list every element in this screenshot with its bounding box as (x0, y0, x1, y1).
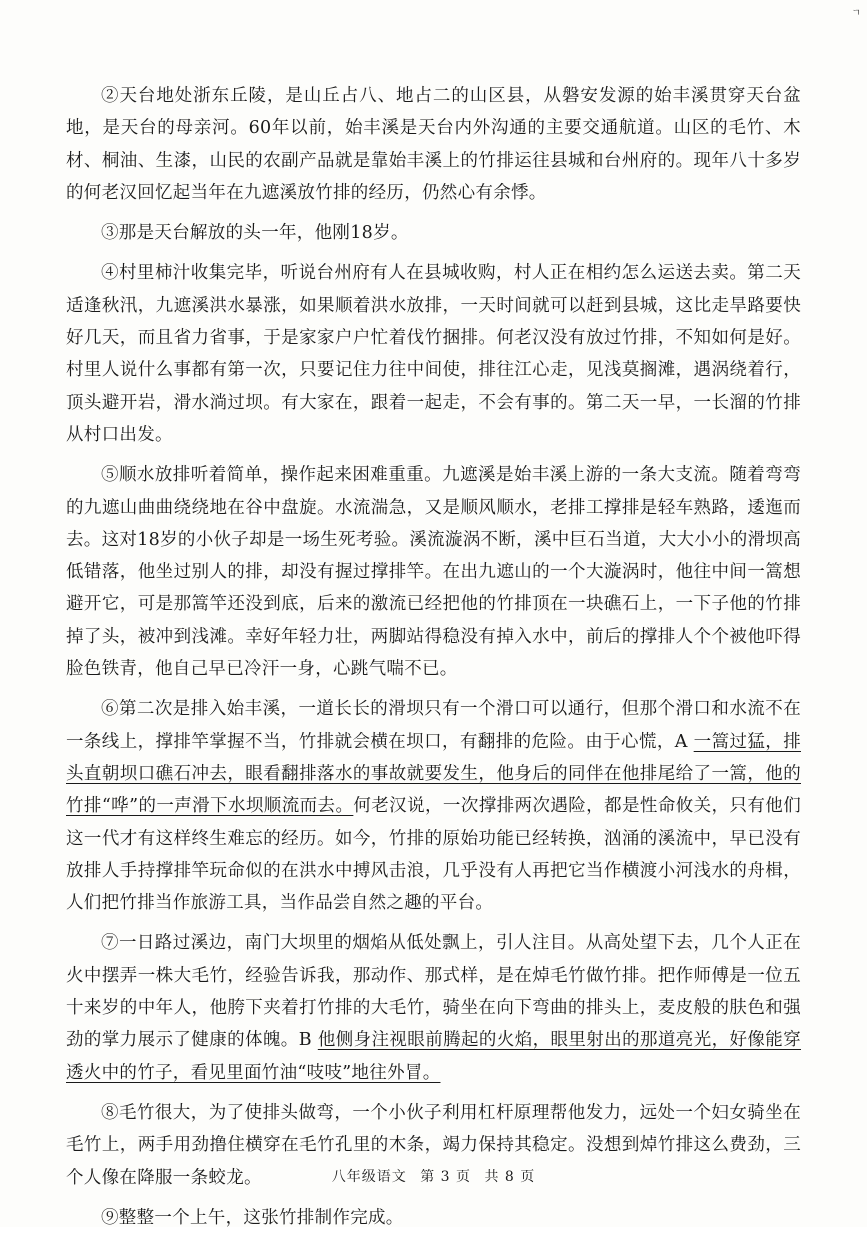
paragraph-4 (66, 257, 801, 451)
paragraph-8-text: ⑧毛竹很大，为了使排头做弯，一个小伙子利用杠杆原理帮他发力，远处一个妇女骑坐在毛竹上，两手用劲撸住横穿在毛竹孔里的木条，竭力保持其稳定。没想到焯竹排这么费劲，三个人像在降服一条蛟龙。 (66, 1102, 801, 1188)
paragraph-4-text: ④村里柿汁收集完毕，听说台州府有人在县城收购，村人正在相约怎么运送去卖。第二天适逢秋汛，九遮溪洪水暴涨，如果顺着洪水放排，一天时间就可以赶到县城，这比走旱路要快好几天，而且省力省事，于是家家户户忙着伐竹捆排。何老汉没有放过竹排，不知如何是好。村里人说什么事都有第一次，只要记住力往中间使，排往江心走，见浅莫搁滩，遇涡绕着行，顶头避开岩，滑水淌过坝。有大家在，跟着一起走，不会有事的。第二天一早，一长溜的竹排从村口出发。 (66, 263, 801, 445)
paragraph-2 (66, 80, 801, 209)
article-body (66, 80, 801, 1242)
paragraph-5 (66, 459, 801, 685)
paragraph-6-text-b: 何老汉说，一次撑排两次遇险，都是性命攸关，只有他们这一代才有这样终生难忘的经历。如今，竹排的原始功能已经转换，汹涌的溪流中，早已没有放排人手持撑排竿玩命似的在洪水中搏风击浪，几乎没有人再把它当作横渡小河浅水的舟楫，人们把竹排当作旅游工具，当作品尝自然之趣的平台。 (66, 796, 801, 914)
paragraph-3-text: ③那是天台解放的头一年，他刚18岁。 (101, 223, 409, 244)
footer-total-pages: 共 8 页 (484, 1169, 536, 1185)
paragraph-9-text: ⑨整整一个上午，这张竹排制作完成。 (101, 1207, 404, 1228)
underlined-sentence-b: 他侧身注视眼前腾起的火焰，眼里射出的那道亮光，好像能穿透火中的竹子，看见里面竹油“吱吱”地往外冒。 (66, 1030, 801, 1083)
paragraph-3 (66, 217, 801, 249)
paragraph-7 (66, 927, 801, 1088)
underlined-sentence-a: 一篙过猛，排头直朝坝口礁石冲去，眼看翻排落水的事故就要发生，他身后的同伴在他排尾给了一篙，他的竹排“哗”的一声滑下水坝顺流而去。 (66, 731, 801, 817)
footer-subject: 八年级语文 (331, 1169, 407, 1185)
paragraph-6 (66, 693, 801, 919)
paragraph-2-text: ②天台地处浙东丘陵，是山丘占八、地占二的山区县，从磐安发源的始丰溪贯穿天台盆地，是天台的母亲河。60年以前，始丰溪是天台内外沟通的主要交通航道。山区的毛竹、木材、桐油、生漆，山民的农副产品就是靠始丰溪上的竹排运往县城和台州府的。现年八十多岁的何老汉回忆起当年在九遮溪放竹排的经历，仍然心有余悸。 (66, 86, 801, 203)
corner-mark: ㄱ (851, 8, 861, 19)
paragraph-6-text-a: ⑥第二次是排入始丰溪，一道长长的滑坝只有一个滑口可以通行，但那个滑口和水流不在一条线上，撑排竿掌握不当，竹排就会横在坝口，有翻排的危险。由于心慌，A (66, 699, 801, 752)
page-footer (0, 1166, 867, 1186)
paragraph-9 (66, 1202, 801, 1234)
paragraph-5-text: ⑤顺水放排听着简单，操作起来困难重重。九遮溪是始丰溪上游的一条大支流。随着弯弯的九遮山曲曲绕绕地在谷中盘旋。水流湍急，又是顺风顺水，老排工撑排是轻车熟路，逶迤而去。这对18岁的小伙子却是一场生死考验。溪流漩涡不断，溪中巨石当道，大大小小的滑坝高低错落，他坐过别人的排，却没有握过撑排竿。在出九遮山的一个大漩涡时，他往中间一篙想避开它，可是那篙竿还没到底，后来的激流已经把他的竹排顶在一块礁石上，一下子他的竹排掉了头，被冲到浅滩。幸好年轻力壮，两脚站得稳没有掉入水中，前后的撑排人个个被他吓得脸色铁青，他自己早已冷汗一身，心跳气喘不已。 (66, 465, 801, 680)
paragraph-7-text: ⑦一日路过溪边，南门大坝里的烟焰从低处飘上，引人注目。从高处望下去，几个人正在火中摆弄一株大毛竹，经验告诉我，那动作、那式样，是在焯毛竹做竹排。把作师傅是一位五十来岁的中年人，他胯下夹着打竹排的大毛竹，骑坐在向下弯曲的排头上，麦皮般的肤色和强劲的掌力展示了健康的体魄。B (66, 933, 801, 1051)
footer-page-number: 第 3 页 (420, 1169, 471, 1185)
